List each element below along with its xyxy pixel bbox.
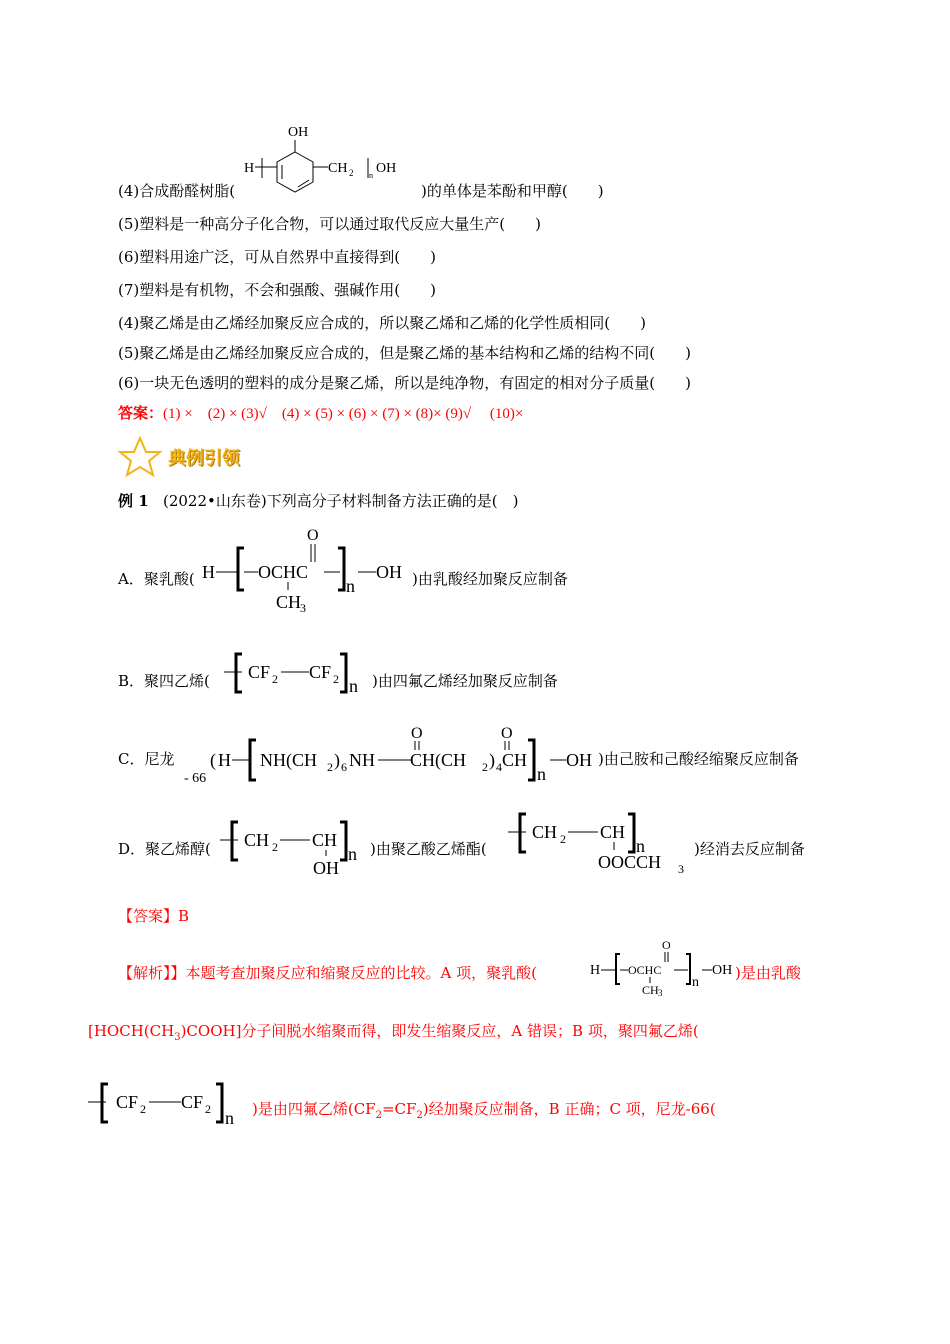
svg-text:6: 6 bbox=[341, 760, 347, 774]
svg-text:n: n bbox=[225, 1108, 234, 1128]
phenolic-resin-structure bbox=[238, 118, 418, 198]
svg-text:CH: CH bbox=[276, 592, 302, 612]
svg-text:O: O bbox=[307, 527, 319, 544]
svg-text:2: 2 bbox=[140, 1102, 146, 1116]
svg-text:n: n bbox=[692, 975, 699, 990]
svg-text:OCHC: OCHC bbox=[258, 562, 309, 582]
svg-text:2: 2 bbox=[349, 168, 354, 178]
option-a-prefix: A．聚乳酸( bbox=[118, 570, 195, 588]
star-icon bbox=[118, 436, 162, 478]
question-7: (7)塑料是有机物，不会和强酸、强碱作用( ) bbox=[118, 281, 436, 299]
svg-text:H: H bbox=[202, 562, 215, 582]
svg-text:2: 2 bbox=[560, 832, 566, 846]
option-c-prefix: C．尼龙 bbox=[118, 750, 175, 768]
svg-text:CH: CH bbox=[502, 750, 528, 770]
end-oh: OH bbox=[376, 161, 397, 176]
question-5b: (5)聚乙烯是由乙烯经加聚反应合成的，但是聚乙烯的基本结构和乙烯的结构不同( ) bbox=[118, 344, 691, 362]
svg-text:): ) bbox=[489, 750, 495, 770]
option-d-suffix: )经消去反应制备 bbox=[694, 840, 805, 858]
svg-text:n: n bbox=[369, 171, 373, 180]
option-d-mid: )由聚乙酸乙烯酯( bbox=[370, 840, 487, 858]
svg-text:CH: CH bbox=[312, 830, 338, 850]
svg-text:CH: CH bbox=[244, 830, 270, 850]
svg-text:OH: OH bbox=[712, 963, 733, 978]
pva-structure bbox=[218, 820, 378, 880]
option-c-suffix: )由己胺和己酸经缩聚反应制备 bbox=[598, 750, 799, 768]
svg-text:NH(CH: NH(CH bbox=[260, 750, 317, 770]
svg-text:O: O bbox=[411, 726, 423, 742]
question-4b: (4)聚乙烯是由乙烯经加聚反应合成的，所以聚乙烯和乙烯的化学性质相同( ) bbox=[118, 314, 646, 332]
example-1: 例 1 (2022•山东卷)下列高分子材料制备方法正确的是( ) bbox=[118, 492, 519, 510]
answer-text: (1) × (2) × (3)√ (4) × (5) × (6) × (7) × (8)× (9)√ (10)× bbox=[163, 406, 524, 422]
analysis-pla-structure bbox=[590, 936, 740, 1000]
phenol-oh: OH bbox=[288, 125, 309, 140]
svg-text:3: 3 bbox=[678, 862, 684, 876]
svg-text:2: 2 bbox=[272, 840, 278, 854]
svg-text:2: 2 bbox=[272, 672, 278, 686]
ptfe-structure bbox=[222, 650, 380, 700]
question-6b: (6)一块无色透明的塑料的成分是聚乙烯，所以是纯净物，有固定的相对分子质量( ) bbox=[118, 374, 691, 392]
svg-text:OH: OH bbox=[566, 750, 592, 770]
svg-text:n: n bbox=[537, 764, 546, 784]
option-b-prefix: B．聚四乙烯( bbox=[118, 672, 210, 690]
option-d-prefix: D．聚乙烯醇( bbox=[118, 840, 211, 858]
svg-text:CH: CH bbox=[642, 983, 659, 997]
svg-text:n: n bbox=[348, 844, 357, 864]
svg-text:3: 3 bbox=[658, 988, 663, 998]
answer-label: 答案： bbox=[118, 404, 164, 422]
svg-text:CF: CF bbox=[309, 662, 332, 682]
question-5: (5)塑料是一种高分子化合物，可以通过取代反应大量生产( ) bbox=[118, 215, 541, 233]
svg-text:2: 2 bbox=[333, 672, 339, 686]
banner-title: 典例引领 bbox=[168, 448, 240, 469]
svg-text:n: n bbox=[346, 576, 355, 596]
nylon-66-structure bbox=[210, 726, 620, 790]
svg-text:H: H bbox=[218, 750, 231, 770]
svg-text:2: 2 bbox=[327, 760, 333, 774]
analysis-ptfe-structure bbox=[86, 1080, 256, 1130]
svg-text:CH(CH: CH(CH bbox=[410, 750, 467, 770]
option-a-suffix: )由乳酸经加聚反应制备 bbox=[412, 570, 568, 588]
svg-text:CH: CH bbox=[532, 822, 558, 842]
example-banner bbox=[118, 436, 268, 476]
end-h: H bbox=[244, 161, 255, 176]
svg-text:CF: CF bbox=[248, 662, 271, 682]
svg-text:3: 3 bbox=[300, 601, 306, 612]
svg-text:CF: CF bbox=[116, 1092, 139, 1112]
question-4-phenolic: (4)合成酚醛树脂( bbox=[118, 182, 236, 200]
analysis-line-2: $[HOCH(CH_3)COOH]$分子间脱水缩聚而得，即发生缩聚反应，A 错误；B 项，聚四氟乙烯( bbox=[88, 1022, 699, 1043]
svg-text:2: 2 bbox=[482, 760, 488, 774]
svg-text:2: 2 bbox=[205, 1102, 211, 1116]
svg-text:H: H bbox=[590, 963, 601, 978]
svg-text:OH: OH bbox=[376, 562, 402, 582]
ch2-group: CH bbox=[328, 161, 348, 176]
svg-text:OH: OH bbox=[313, 858, 339, 878]
question-4-suffix: )的单体是苯酚和甲醇( ) bbox=[421, 182, 604, 200]
option-b-suffix: )由四氟乙烯经加聚反应制备 bbox=[372, 672, 558, 690]
svg-text:CH: CH bbox=[600, 822, 626, 842]
answer-line bbox=[118, 402, 523, 425]
answer-b: 【答案】B bbox=[118, 907, 190, 925]
option-c-66: - 66 bbox=[184, 771, 207, 786]
svg-text:): ) bbox=[334, 750, 340, 770]
svg-text:CF: CF bbox=[181, 1092, 204, 1112]
polylactic-acid-structure bbox=[200, 522, 415, 612]
svg-text:OOCCH: OOCCH bbox=[598, 852, 662, 872]
svg-text:O: O bbox=[501, 726, 513, 742]
pvac-structure bbox=[506, 810, 696, 880]
svg-text:OCHC: OCHC bbox=[628, 963, 662, 977]
svg-text:4: 4 bbox=[496, 760, 502, 774]
question-6: (6)塑料用途广泛，可从自然界中直接得到( ) bbox=[118, 248, 436, 266]
svg-text:NH: NH bbox=[349, 750, 375, 770]
analysis-line-1-suffix: )是由乳酸 bbox=[735, 964, 801, 982]
svg-text:(: ( bbox=[210, 750, 216, 770]
svg-text:O: O bbox=[662, 938, 671, 952]
analysis-line-3: )是由四氟乙烯$(CF_2=CF_2)$经加聚反应制备，B 正确；C 项，尼龙-66( bbox=[252, 1100, 716, 1121]
svg-text:n: n bbox=[636, 836, 645, 856]
svg-text:n: n bbox=[349, 676, 358, 696]
analysis-line-1: 【解析】】本题考查加聚反应和缩聚反应的比较。A 项，聚乳酸( bbox=[118, 964, 537, 982]
